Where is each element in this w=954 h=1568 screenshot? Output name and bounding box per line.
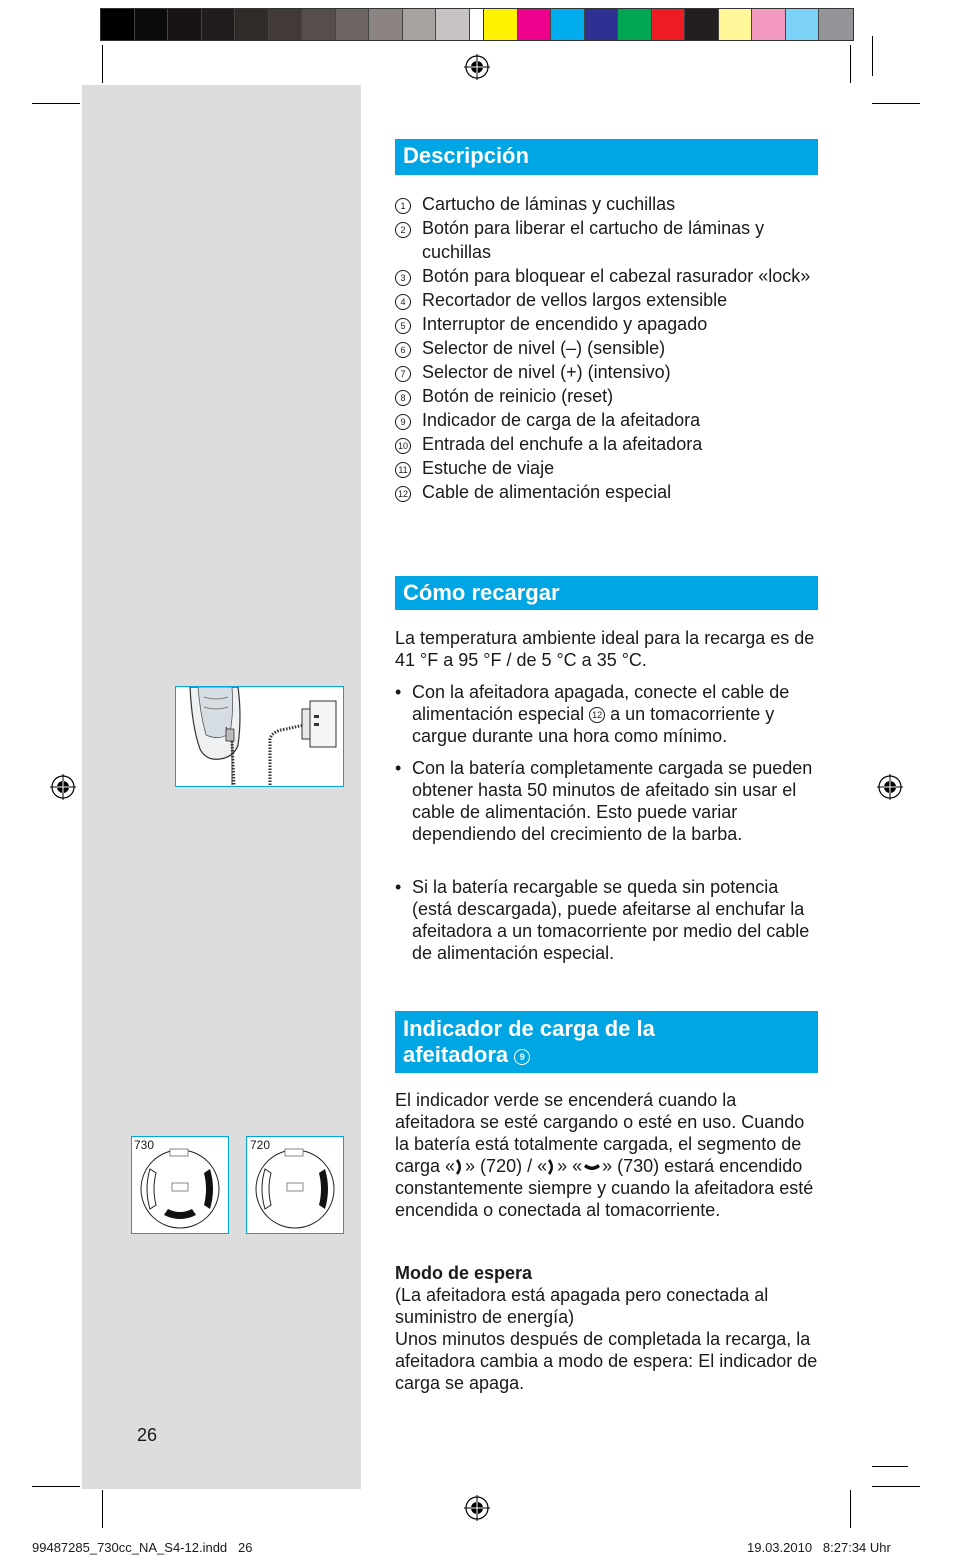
crop-mark [850,1490,851,1528]
list-item [395,480,815,504]
list-item [395,192,815,216]
charge-display-730-icon [136,1147,224,1231]
part-number-badge: 6 [395,342,411,358]
color-swatch [302,9,336,40]
recharge-bullet-2: • Con la batería completamente cargada se pueden obtener hasta 50 minutos de afeitado sin usar el cable de alimentación. Esto puede variar dependiendo del crecimiento de la barba. [395,757,820,845]
color-swatch [168,9,202,40]
color-swatch [752,9,786,40]
part-label: Botón para bloquear el cabezal rasurador «lock» [422,266,811,286]
crop-mark [32,1486,80,1487]
part-number-badge: 12 [589,707,605,723]
part-label: Entrada del enchufe a la afeitadora [422,434,703,454]
registration-mark-icon [50,774,76,800]
recharge-intro: La temperatura ambiente ideal para la recarga es de 41 °F a 95 °F / de 5 °C a 35 °C. [395,628,815,670]
list-item [395,384,815,408]
color-swatch [484,9,518,40]
list-item [395,360,815,384]
part-number-badge: 8 [395,390,411,406]
color-swatch [336,9,370,40]
sidebar-panel [82,85,361,1489]
heading-line: Indicador de carga de la [403,1016,655,1041]
paragraph-text: » « [557,1156,583,1176]
recharge-bullet-1 [395,681,820,747]
charge-segment-icon [455,1159,465,1175]
standby-title: Modo de espera [395,1263,533,1283]
section-heading-indicador [395,1011,818,1073]
bullet-text: Con la afeitadora apagada, conecte el cable de alimentación especial [412,682,790,724]
part-number-badge: 11 [395,462,411,478]
paragraph-text: El indicador verde se encenderá cuando la afeitadora se esté cargando o esté en uso. Cuando la batería está totalmente cargada, el segmento de carga « [395,1090,805,1176]
paragraph-text: » (730) estará encendido constantemente siempre y cuando la afeitadora esté encendida o conectada al tomacorriente. [395,1156,814,1220]
heading-text: afeitadora [403,1042,509,1067]
part-number-badge: 7 [395,366,411,382]
standby-text: (La afeitadora está apagada pero conectada al suministro de energía) Unos minutos después de completada la recarga, la afeitadora cambia a modo de espera: El indicador de carga se apaga. [395,1285,818,1393]
gray-ramp-bar [100,8,504,41]
color-swatch [685,9,719,40]
part-label: Botón de reinicio (reset) [422,386,614,406]
footer-timestamp: 19.03.2010 8:27:34 Uhr [747,1540,891,1555]
list-item [395,264,815,288]
part-label: Selector de nivel (–) (sensible) [422,338,666,358]
charge-display-720-icon [251,1147,339,1231]
crop-mark [102,45,103,83]
color-swatch [618,9,652,40]
part-number-badge: 1 [395,198,411,214]
shaver-plug-icon [176,687,342,785]
list-item [395,408,815,432]
part-label: Indicador de carga de la afeitadora [422,410,701,430]
indicator-description [395,1089,820,1221]
list-item [395,456,815,480]
crop-mark [32,103,80,104]
crop-mark [872,1486,920,1487]
crop-mark [872,103,920,104]
part-label: Botón para liberar el cartucho de láminas y cuchillas [422,218,765,262]
part-label: Cartucho de láminas y cuchillas [422,194,676,214]
section-heading-descripcion: Descripción [395,139,818,175]
registration-mark-icon [464,54,490,80]
color-swatch [369,9,403,40]
list-item [395,312,815,336]
part-number-badge: 12 [395,486,411,502]
part-number-badge: 3 [395,270,411,286]
part-number-badge: 2 [395,222,411,238]
parts-list [395,192,815,504]
color-swatch [518,9,552,40]
charge-bottom-segment-icon [582,1159,602,1175]
color-swatch [719,9,753,40]
part-number-badge: 5 [395,318,411,334]
heading-line [403,1042,818,1068]
registration-mark-icon [877,774,903,800]
color-swatch [585,9,619,40]
color-swatch [202,9,236,40]
model-label: 730 [134,1138,155,1152]
part-number-badge: 9 [395,414,411,430]
part-label: Selector de nivel (+) (intensivo) [422,362,671,382]
charge-segment-icon [547,1159,557,1175]
part-number-badge: 4 [395,294,411,310]
color-swatch [135,9,169,40]
indicator-730-figure [131,1136,229,1234]
color-swatch [269,9,303,40]
crop-mark [102,1490,103,1528]
part-label: Cable de alimentación especial [422,482,672,502]
section-heading-recargar: Cómo recargar [395,576,818,610]
color-swatch [786,9,820,40]
charging-illustration [175,686,344,787]
list-item [395,432,815,456]
part-number-badge: 10 [395,438,411,454]
indicator-720-figure [246,1136,344,1234]
footer-file-info: 99487285_730cc_NA_S4-12.indd 26 [32,1540,253,1555]
process-color-bar [483,8,854,41]
crop-mark [872,1466,908,1467]
paragraph-text: » (720) / « [465,1156,548,1176]
recharge-bullet-3: • Si la batería recargable se queda sin potencia (está descargada), puede afeitarse al enchufar la afeitadora a un tomacorriente por medio del cable de alimentación especial. [395,876,820,964]
color-swatch [235,9,269,40]
list-item [395,288,815,312]
part-label: Interruptor de encendido y apagado [422,314,708,334]
color-swatch [819,9,853,40]
color-swatch [652,9,686,40]
color-swatch [101,9,135,40]
color-swatch [436,9,470,40]
model-label: 720 [250,1138,271,1152]
bullet-text: a un tomacorriente y cargue durante una hora como mínimo. [412,704,775,746]
part-number-badge: 9 [514,1049,530,1065]
page-number: 26 [137,1425,158,1445]
part-label: Recortador de vellos largos extensible [422,290,728,310]
color-swatch [403,9,437,40]
list-item [395,336,815,360]
color-swatch [551,9,585,40]
crop-mark [872,36,873,76]
registration-mark-icon [464,1495,490,1521]
crop-mark [850,45,851,83]
part-label: Estuche de viaje [422,458,555,478]
list-item [395,216,815,264]
